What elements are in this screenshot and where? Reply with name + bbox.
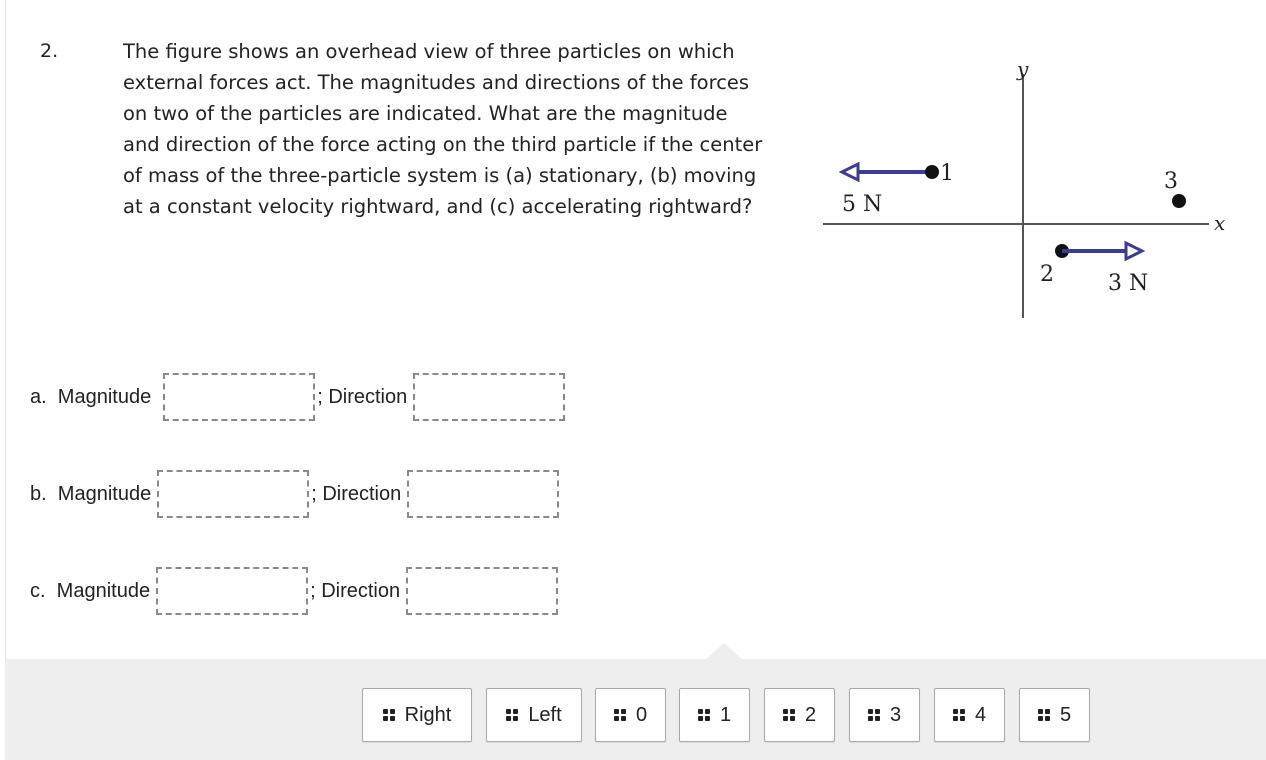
magnitude-drop-zone-a[interactable]	[163, 373, 315, 421]
particle-3-label: 3	[1164, 169, 1178, 194]
choice-label: 1	[719, 703, 732, 726]
x-axis-label: x	[1214, 211, 1226, 235]
question-number: 2.	[40, 40, 59, 62]
direction-drop-zone-c[interactable]	[406, 567, 558, 615]
direction-drop-zone-b[interactable]	[407, 470, 559, 518]
choice-label: Left	[528, 703, 562, 726]
grip-icon	[868, 709, 880, 721]
choice-2[interactable]	[764, 688, 835, 742]
direction-label-a: ; Direction	[317, 385, 408, 408]
y-axis-label: y	[1017, 57, 1029, 81]
choice-left[interactable]	[486, 688, 582, 742]
force-arrow-3n-head	[1126, 243, 1142, 259]
magnitude-label-a: a. Magnitude	[30, 385, 152, 408]
grip-icon	[1038, 709, 1050, 721]
direction-label-c: ; Direction	[310, 579, 401, 602]
direction-drop-zone-a[interactable]	[413, 373, 565, 421]
grip-icon	[698, 709, 710, 721]
choice-label: 3	[889, 703, 902, 726]
answer-row-a	[30, 371, 565, 423]
force-arrow-5n-head	[842, 164, 858, 180]
choice-5[interactable]	[1019, 688, 1090, 742]
choice-label: Right	[404, 703, 452, 726]
magnitude-drop-zone-c[interactable]	[156, 567, 308, 615]
magnitude-label-b: b. Magnitude	[30, 482, 152, 505]
choice-label: 5	[1059, 703, 1072, 726]
grip-icon	[783, 709, 795, 721]
choice-label: 2	[804, 703, 817, 726]
particle-1-label: 1	[940, 161, 954, 186]
choice-4[interactable]	[934, 688, 1005, 742]
choice-3[interactable]	[849, 688, 920, 742]
particle-3	[1172, 194, 1186, 208]
magnitude-label-c: c. Magnitude	[30, 579, 151, 602]
choice-label: 0	[635, 703, 648, 726]
grip-icon	[506, 709, 518, 721]
grip-icon	[383, 709, 395, 721]
choice-label: 4	[974, 703, 987, 726]
particle-figure	[820, 50, 1240, 325]
answer-row-b	[30, 468, 559, 520]
choice-1[interactable]	[679, 688, 750, 742]
choice-0[interactable]	[595, 688, 666, 742]
answer-row-c	[30, 565, 558, 617]
force-label-3n: 3 N	[1108, 271, 1149, 296]
question-text: The figure shows an overhead view of three particles on which external forces act. The magnitudes and directions of the forces on two of the particles are indicated. What are the magnitude and direction of the force acting on the third particle if the center of mass of the three-particle system is (a) stationary, (b) moving at a constant velocity rightward, and (c) accelerating rightward?	[123, 40, 763, 218]
choice-right[interactable]	[362, 688, 472, 742]
direction-label-b: ; Direction	[311, 482, 402, 505]
particle-2-label: 2	[1040, 262, 1054, 287]
particle-1	[925, 165, 939, 179]
grip-icon	[614, 709, 626, 721]
magnitude-drop-zone-b[interactable]	[157, 470, 309, 518]
force-label-5n: 5 N	[842, 192, 883, 217]
grip-icon	[953, 709, 965, 721]
tray-pointer	[706, 643, 742, 659]
